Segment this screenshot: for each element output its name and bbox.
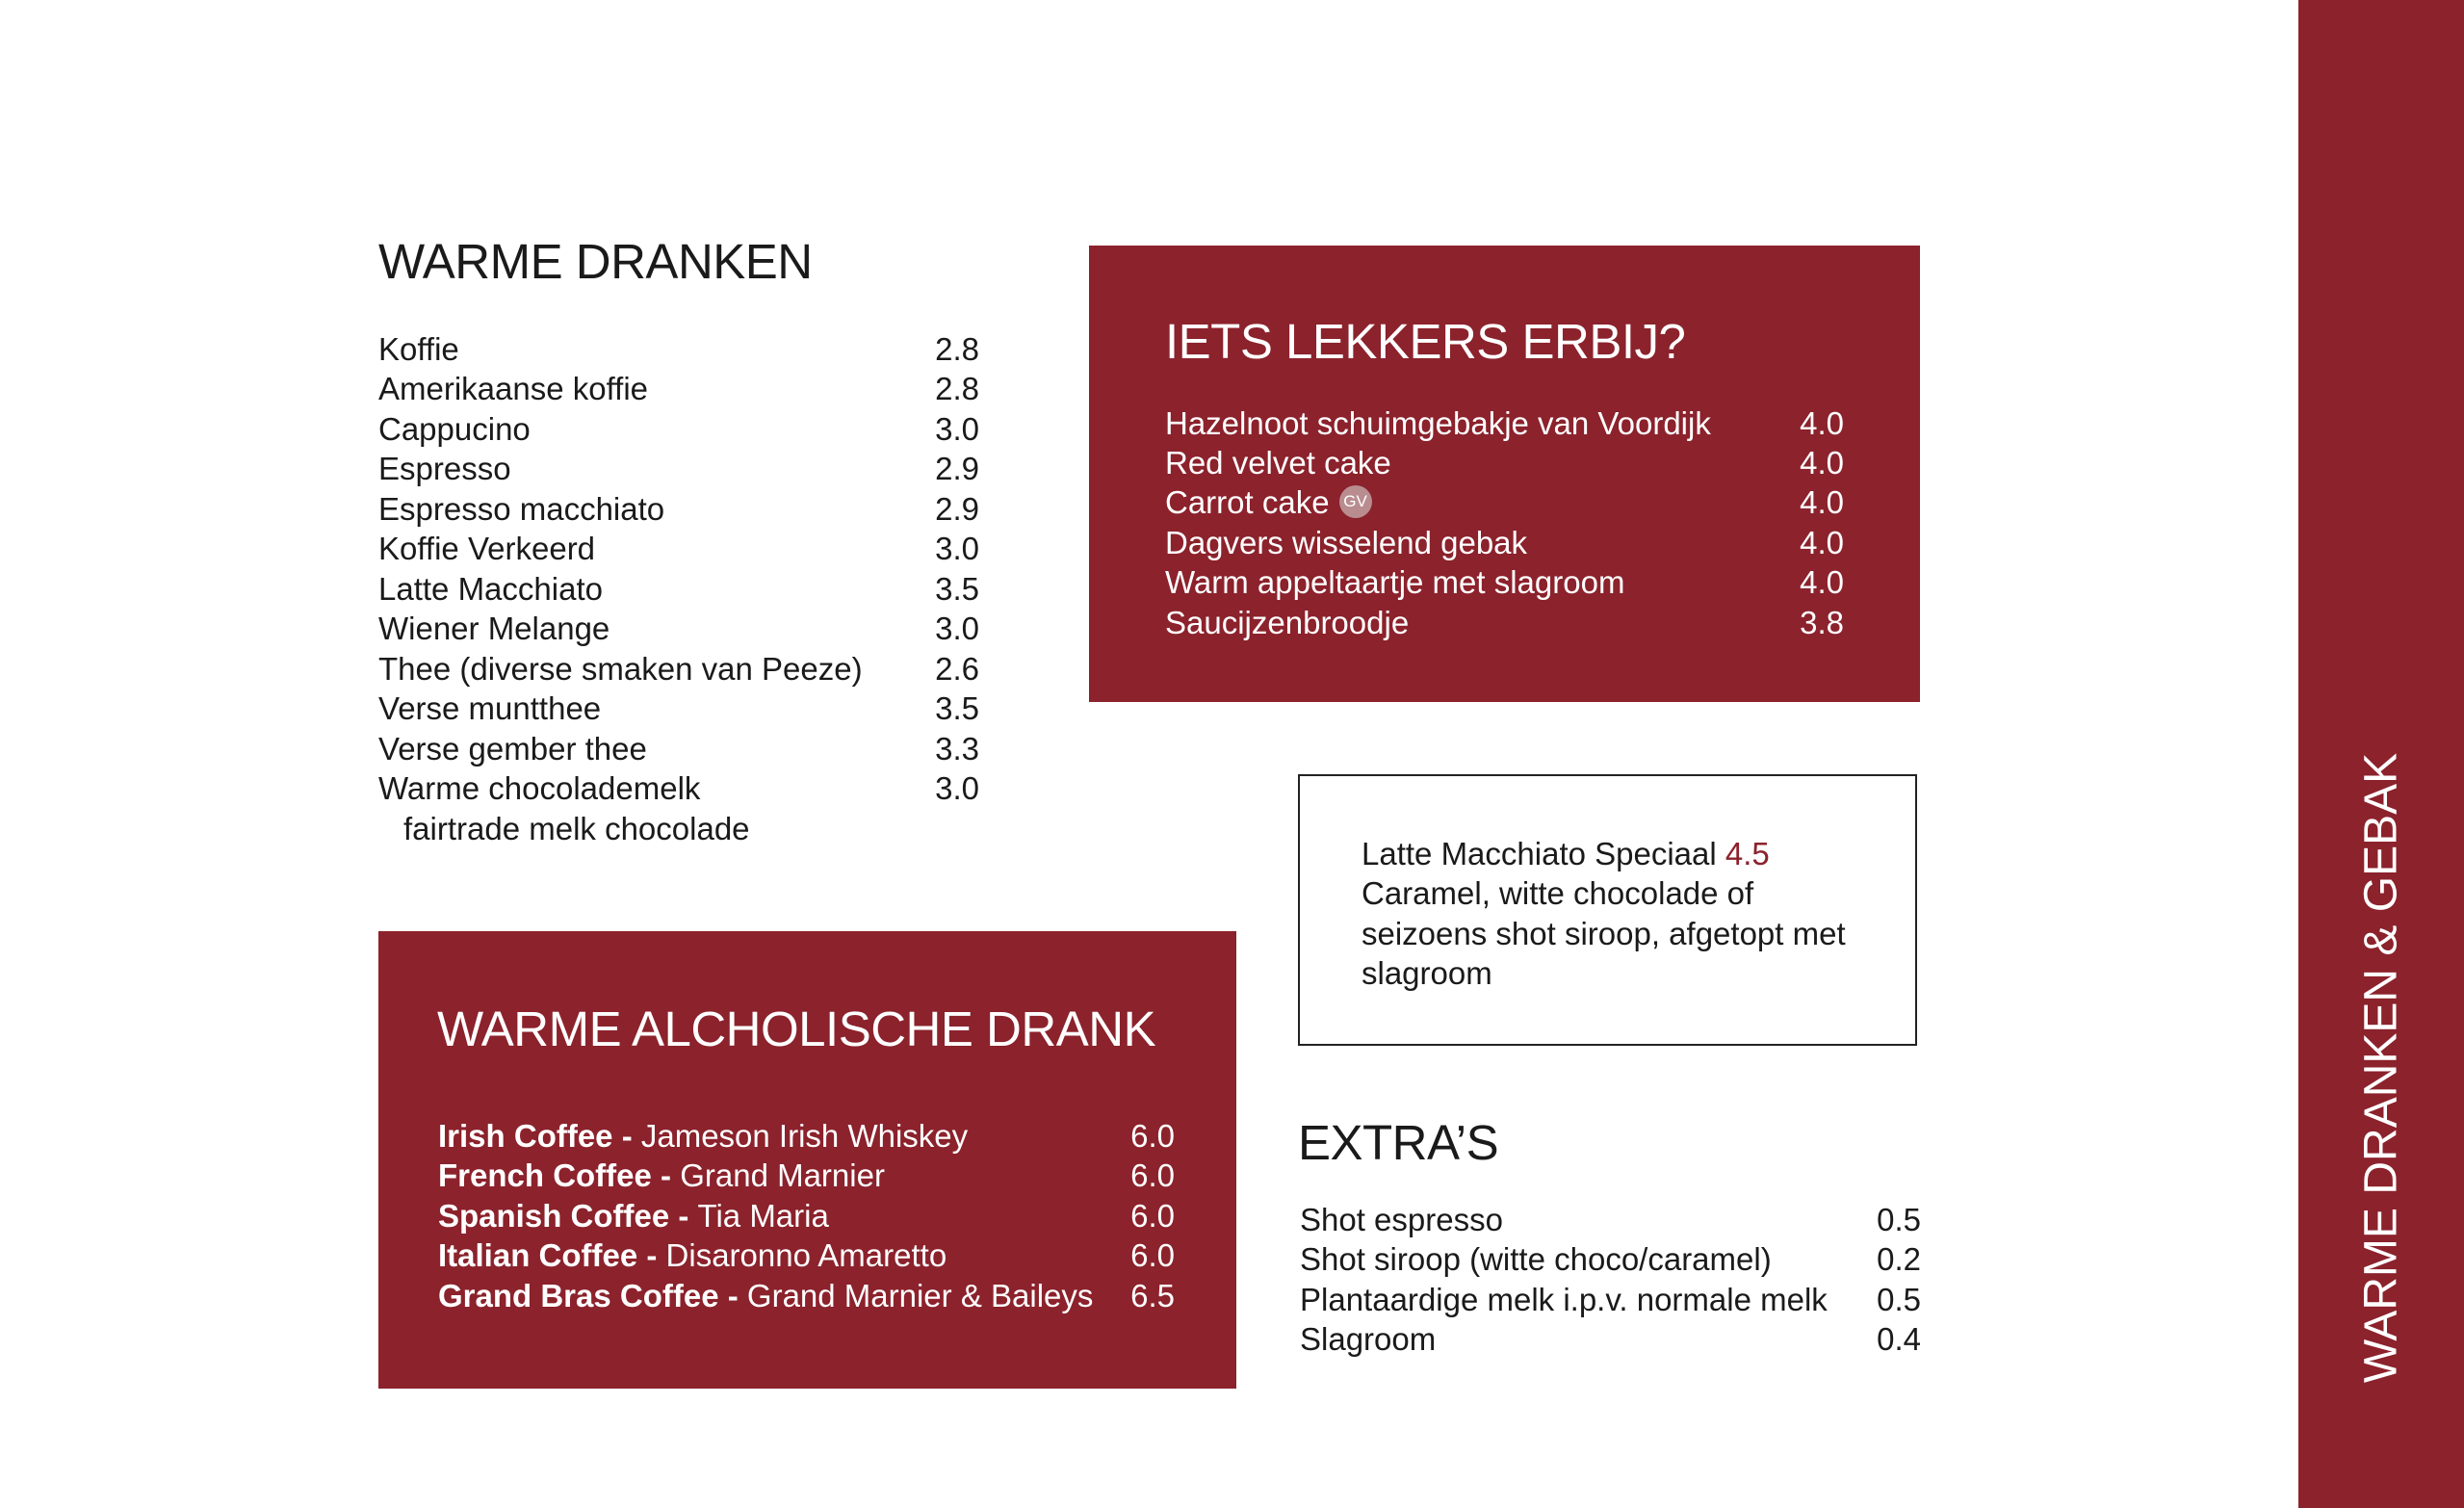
item-name: Slagroom	[1300, 1321, 1437, 1357]
item-price: 0.5	[1877, 1202, 1921, 1237]
list-item	[1300, 1202, 1921, 1241]
special-price: 4.5	[1725, 836, 1770, 871]
list-item	[438, 1198, 1175, 1237]
item-name: Shot siroop (witte choco/caramel)	[1300, 1241, 1772, 1277]
item-price: 3.3	[935, 731, 979, 767]
item-name: Hazelnoot schuimgebakje van Voordijk	[1165, 405, 1711, 441]
item-label	[438, 1237, 947, 1274]
item-name: Verse muntthee	[378, 690, 602, 726]
item-price: 3.0	[935, 531, 979, 566]
gluten-free-badge: GV	[1339, 485, 1372, 518]
item-price: 4.0	[1800, 564, 1844, 600]
item-name: Plantaardige melk i.p.v. normale melk	[1300, 1282, 1828, 1317]
item-label	[438, 1157, 885, 1194]
list-item	[378, 690, 979, 730]
item-price: 0.2	[1877, 1241, 1921, 1277]
item-name: Spanish Coffee -	[438, 1198, 698, 1234]
list-item	[438, 1237, 1175, 1277]
item-detail: Grand Marnier & Baileys	[746, 1278, 1094, 1313]
item-price: 0.4	[1877, 1321, 1921, 1357]
item-price: 3.0	[935, 770, 979, 806]
item-name: Dagvers wisselend gebak	[1165, 525, 1528, 560]
alcoholisch-title: WARME ALCHOLISCHE DRANK	[437, 1001, 1156, 1056]
list-item	[378, 770, 979, 810]
special-title-line	[1362, 836, 1770, 872]
item-name: Red velvet cake	[1165, 445, 1391, 481]
item-price: 3.8	[1800, 605, 1844, 640]
item-name: Koffie Verkeerd	[378, 531, 596, 566]
list-item	[438, 1118, 1175, 1157]
item-label	[438, 1278, 1093, 1314]
list-item	[1300, 1241, 1921, 1281]
warme-dranken-title: WARME DRANKEN	[378, 234, 813, 289]
item-price: 6.5	[1130, 1278, 1175, 1313]
list-item	[1165, 445, 1844, 484]
item-label	[438, 1198, 829, 1235]
item-detail: Grand Marnier	[680, 1157, 885, 1193]
list-item	[378, 451, 979, 490]
item-detail: Jameson Irish Whiskey	[640, 1118, 969, 1154]
item-note: fairtrade melk chocolade	[403, 811, 750, 846]
item-name: Espresso	[378, 451, 511, 486]
list-item	[1165, 405, 1844, 445]
list-item	[1300, 1321, 1921, 1361]
item-price: 3.5	[935, 571, 979, 607]
item-name: Warm appeltaartje met slagroom	[1165, 564, 1625, 600]
item-name: Shot espresso	[1300, 1202, 1503, 1237]
item-name: Grand Bras Coffee -	[438, 1278, 747, 1313]
item-price: 2.8	[935, 371, 979, 406]
alcoholisch-panel	[378, 931, 1236, 1389]
item-price: 2.6	[935, 651, 979, 687]
item-price: 6.0	[1130, 1237, 1175, 1273]
list-item	[1165, 525, 1844, 564]
iets-lekkers-panel	[1089, 246, 1920, 702]
item-price: 3.0	[935, 611, 979, 646]
item-name-group	[1165, 484, 1372, 521]
item-price: 4.0	[1800, 405, 1844, 441]
special-description-line: slagroom	[1362, 955, 1492, 991]
item-name: Irish Coffee -	[438, 1118, 641, 1154]
list-item	[438, 1157, 1175, 1197]
iets-lekkers-title: IETS LEKKERS ERBIJ?	[1165, 314, 1686, 369]
item-price: 2.9	[935, 491, 979, 527]
list-item	[1165, 605, 1844, 644]
item-price: 2.8	[935, 331, 979, 367]
list-item	[1300, 1282, 1921, 1321]
item-price: 6.0	[1130, 1198, 1175, 1234]
item-name: Thee (diverse smaken van Peeze)	[378, 651, 863, 687]
item-name: Verse gember thee	[378, 731, 647, 767]
list-item	[378, 571, 979, 611]
list-item	[378, 611, 979, 650]
item-name: Saucijzenbroodje	[1165, 605, 1410, 640]
item-detail: Disaronno Amaretto	[665, 1237, 947, 1273]
item-name: Koffie	[378, 331, 459, 367]
item-name: Amerikaanse koffie	[378, 371, 649, 406]
list-item	[378, 491, 979, 531]
item-label	[438, 1118, 968, 1155]
item-name: Espresso macchiato	[378, 491, 665, 527]
special-name: Latte Macchiato Speciaal	[1362, 836, 1717, 871]
special-description-line: Caramel, witte chocolade of	[1362, 875, 1754, 911]
list-item	[378, 731, 979, 770]
item-price: 4.0	[1800, 525, 1844, 560]
sidebar-label: WARME DRANKEN & GEBAK	[2355, 752, 2407, 1384]
item-name: Italian Coffee -	[438, 1237, 666, 1273]
list-item	[378, 331, 979, 371]
list-item	[378, 411, 979, 451]
list-item	[1165, 564, 1844, 604]
extras-title: EXTRA’S	[1298, 1115, 1499, 1170]
item-price: 6.0	[1130, 1118, 1175, 1154]
item-price: 3.0	[935, 411, 979, 447]
item-price: 2.9	[935, 451, 979, 486]
list-item	[378, 371, 979, 410]
item-price: 3.5	[935, 690, 979, 726]
list-item	[378, 531, 979, 570]
item-name: Latte Macchiato	[378, 571, 603, 607]
item-name: French Coffee -	[438, 1157, 681, 1193]
list-item	[438, 1278, 1175, 1317]
item-name: Carrot cake	[1165, 484, 1330, 520]
item-price: 4.0	[1800, 445, 1844, 481]
item-detail: Tia Maria	[697, 1198, 829, 1234]
list-item	[378, 651, 979, 690]
item-price: 4.0	[1800, 484, 1844, 520]
special-description-line: seizoens shot siroop, afgetopt met	[1362, 916, 1846, 951]
item-name: Cappucino	[378, 411, 531, 447]
item-price: 6.0	[1130, 1157, 1175, 1193]
item-name: Wiener Melange	[378, 611, 610, 646]
item-name: Warme chocolademelk	[378, 770, 701, 806]
item-price: 0.5	[1877, 1282, 1921, 1317]
special-offer-box	[1298, 774, 1917, 1046]
list-item	[1165, 484, 1844, 524]
